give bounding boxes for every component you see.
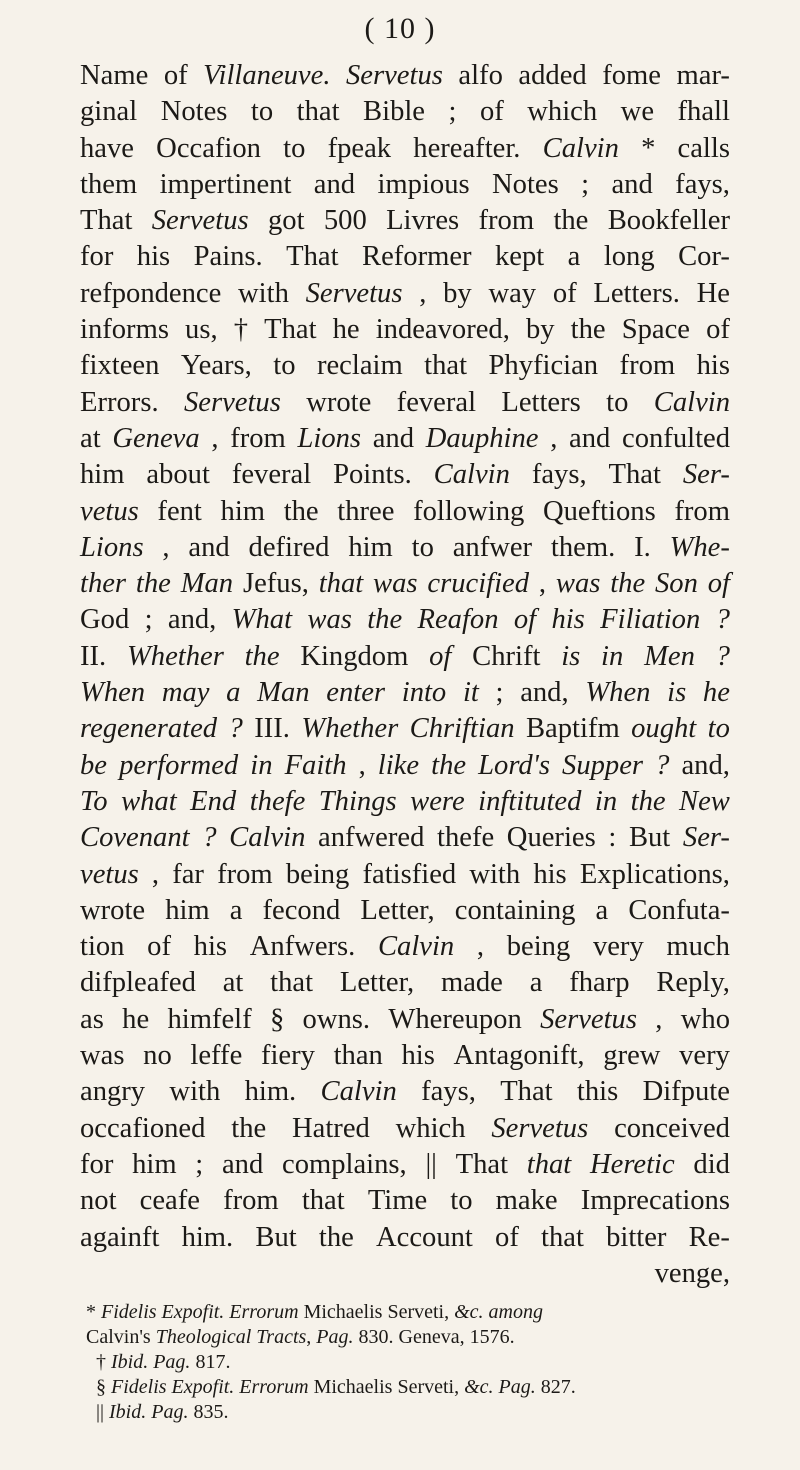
text-line: II. Whether the Kingdom of Chrift is in Men ? [80,640,730,672]
text-line: vetus , far from being fatisfied with his Explications, [80,858,730,890]
text-line: them impertinent and impious Notes ; and fays, [80,168,730,200]
text-line: be performed in Faith , like the Lord's Supper ? and, [80,749,730,781]
footnote: † Ibid. Pag. 817. [96,1351,231,1373]
body-text [80,58,730,1292]
text-line: him about feveral Points. Calvin fays, That Ser- [80,459,730,491]
text-line: ther the Man Jefus, that was crucified , was the Son of [80,568,730,600]
text-line: ginal Notes to that Bible ; of which we fhall [80,96,730,128]
text-line: for him ; and complains, || That that Heretic did [80,1148,730,1180]
text-line: Errors. Servetus wrote feveral Letters to Calvin [80,386,730,418]
text-line: vetus fent him the three following Queftions from [80,495,730,527]
text-line: refpondence with Servetus , by way of Letters. He [80,277,730,309]
footnote: § Fidelis Expofit. Errorum Michaelis Serveti, &c. Pag. 827. [96,1376,576,1398]
catchword: venge, [654,1257,730,1289]
text-line: When may a Man enter into it ; and, When is he [80,677,730,709]
text-line: fixteen Years, to reclaim that Phyfician from his [80,350,730,382]
footnote: || Ibid. Pag. 835. [96,1401,229,1423]
text-line: at Geneva , from Lions and Dauphine , and confulted [80,422,730,454]
text-line: occafioned the Hatred which Servetus conceived [80,1112,730,1144]
footnote: * Fidelis Expofit. Errorum Michaelis Serveti, &c. among [86,1301,543,1323]
text-line: tion of his Anfwers. Calvin , being very much [80,931,730,963]
text-line: have Occafion to fpeak hereafter. Calvin * calls [80,132,730,164]
footnote: Calvin's Theological Tracts, Pag. 830. Geneva, 1576. [86,1326,515,1348]
text-line: as he himfelf § owns. Whereupon Servetus , who [80,1003,730,1035]
text-line: angry with him. Calvin fays, That this Difpute [80,1076,730,1108]
footnotes [86,1300,736,1425]
text-line: for his Pains. That Reformer kept a long Cor- [80,241,730,273]
text-line: againft him. But the Account of that bitter Re- [80,1221,730,1253]
text-line: wrote him a fecond Letter, containing a Confuta- [80,894,730,926]
text-line: That Servetus got 500 Livres from the Bookfeller [80,205,730,237]
text-line: difpleafed at that Letter, made a fharp Reply, [80,967,730,999]
text-line: informs us, † That he indeavored, by the Space of [80,314,730,346]
text-line: Covenant ? Calvin anfwered thefe Queries : But Ser- [80,822,730,854]
text-line: Lions , and defired him to anfwer them. I. Whe- [80,531,730,563]
text-line: God ; and, What was the Reafon of his Filiation ? [80,604,730,636]
text-line: was no leffe fiery than his Antagonift, grew very [80,1040,730,1072]
text-line: Name of Villaneuve. Servetus alfo added fome mar- [80,60,730,91]
page-number: ( 10 ) [364,12,436,45]
text-line: not ceafe from that Time to make Imprecations [80,1185,730,1217]
text-line: regenerated ? III. Whether Chriftian Baptifm ought to [80,713,730,745]
text-line: To what End thefe Things were inftituted in the New [80,785,730,817]
